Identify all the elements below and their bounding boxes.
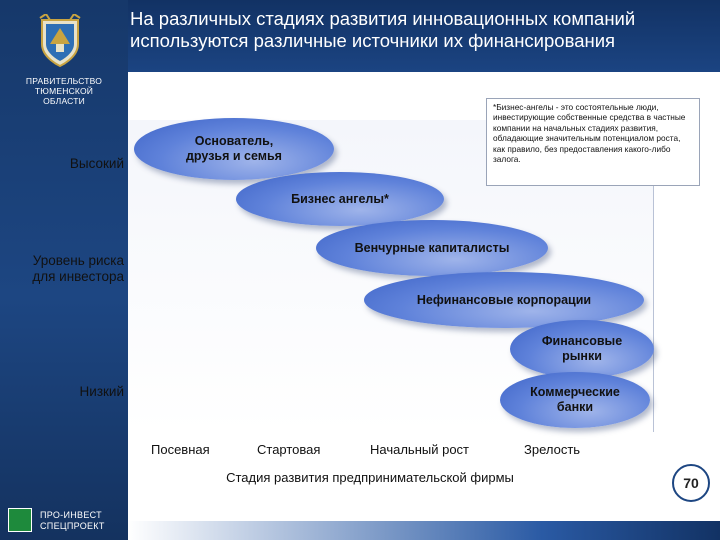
source-business-angels: Бизнес ангелы*	[236, 172, 444, 226]
x-stage-seed: Посевная	[151, 442, 210, 457]
logo-mark-icon	[8, 508, 32, 532]
footer-bar	[128, 521, 720, 540]
coat-of-arms-icon	[36, 14, 84, 70]
source-non-financial-corporations: Нефинансовые корпорации	[364, 272, 644, 328]
footnote-business-angels: *Бизнес-ангелы - это состоятельные люди, инвестирующие собственные средства в частные компании на начальных стадиях развития, обладающие значительным потенциалом роста, как правило, без предоставления какого-либо залога.	[486, 98, 700, 186]
y-axis-title: Уровень риска для инвестора	[32, 253, 124, 284]
title-line-1: На различных стадиях развития инновационных компаний	[130, 8, 636, 29]
x-axis-title: Стадия развития предпринимательской фирмы	[226, 470, 514, 485]
source-financial-markets: Финансовые рынки	[510, 320, 654, 378]
organization-name: ПРАВИТЕЛЬСТВО ТЮМЕНСКОЙ ОБЛАСТИ	[25, 76, 103, 106]
diagram-right-edge	[653, 180, 654, 432]
y-axis-high-label: Высокий	[69, 156, 124, 171]
company-logo: ПРО-ИНВЕСТ СПЕЦПРОЕКТ	[8, 506, 128, 536]
page-title	[130, 8, 710, 52]
x-stage-maturity: Зрелость	[524, 442, 581, 457]
page-number: 70	[672, 464, 710, 502]
y-axis-low-label: Низкий	[79, 384, 124, 399]
source-founders-family: Основатель, друзья и семья	[134, 118, 334, 180]
x-stage-early-growth: Начальный рост	[370, 442, 470, 457]
x-stage-startup: Стартовая	[257, 442, 321, 457]
source-venture-capitalists: Венчурные капиталисты	[316, 220, 548, 276]
title-line-2: используются различные источники их финансирования	[130, 30, 616, 51]
source-commercial-banks: Коммерческие банки	[500, 372, 650, 428]
